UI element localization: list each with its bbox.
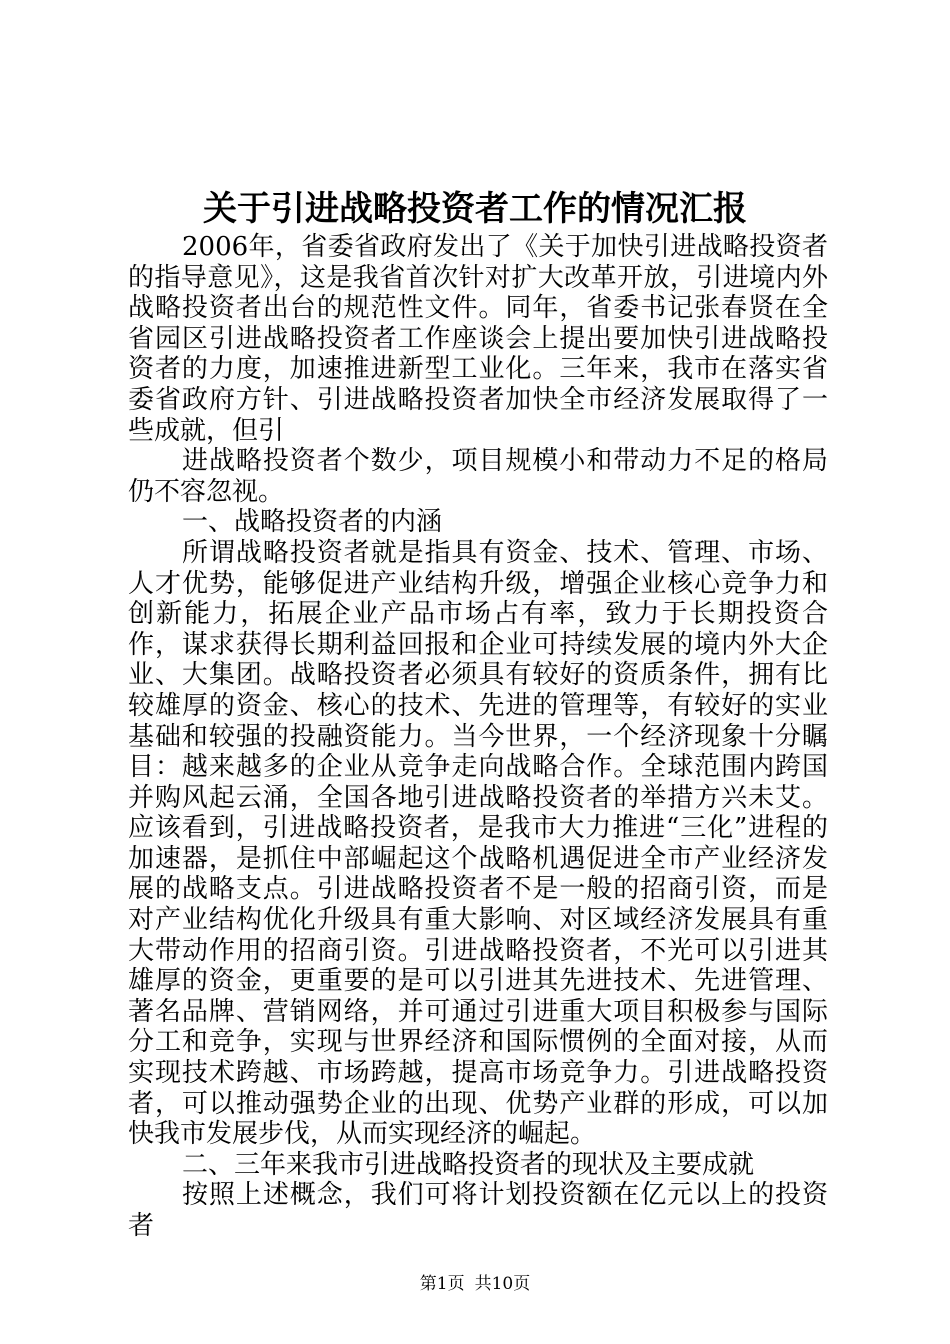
paragraph-definition: 所谓战略投资者就是指具有资金、技术、管理、市场、人才优势，能够促进产业结构升级，增强企业核心竞争力和创新能力，拓展企业产品市场占有率，致力于长期投资合作，谋求获得长期利益回报和企业可持续发展的境内外大企业、大集团。战略投资者必须具有较好的资质条件，拥有比较雄厚的资金、核心的技术、先进的管理等，有较好的实业基础和较强的投融资能力。当今世界，一个经济现象十分瞩目：越来越多的企业从竞争走向战略合作。全球范围内跨国并购风起云涌，全国各地引进战略投资者的举措方兴未艾。应该看到，引进战略投资者，是我市大力推进“三化”进程的加速器，是抓住中部崛起这个战略机遇促进全市产业经济发展的战略支点。引进战略投资者不是一般的招商引资，而是对产业结构优化升级具有重大影响、对区域经济发展具有重大带动作用的招商引资。引进战略投资者，不光可以引进其雄厚的资金，更重要的是可以引进其先进技术、先进管理、著名品牌、营销网络，并可通过引进重大项目积极参与国际分工和竞争，实现与世界经济和国际惯例的全面对接，从而实现技术跨越、市场跨越，提高市场竞争力。引进战略投资者，可以推动强势企业的出现、优势产业群的形成，可以加快我市发展步伐，从而实现经济的崛起。 bbox=[128, 537, 828, 1150]
section-heading-1: 一、战略投资者的内涵 bbox=[182, 507, 443, 538]
page-footer bbox=[0, 1273, 950, 1295]
page-number: 第1页 bbox=[419, 1274, 465, 1294]
paragraph-intro: 2006年，省委省政府发出了《关于加快引进战略投资者的指导意见》，这是我省首次针对扩大改革开放，引进境内外战略投资者出台的规范性文件。同年，省委书记张春贤在全省园区引进战略投资者工作座谈会上提出要加快引进战略投资者的力度，加速推进新型工业化。三年来，我市在落实省委省政府方针、引进战略投资者加快全市经济发展取得了一些成就，但引 bbox=[128, 232, 828, 446]
document-title: 关于引进战略投资者工作的情况汇报 bbox=[203, 189, 747, 229]
document-body bbox=[128, 232, 828, 1242]
section-heading-2: 二、三年来我市引进战略投资者的现状及主要成就 bbox=[182, 1149, 755, 1180]
page-total: 共10页 bbox=[474, 1274, 531, 1294]
paragraph-status: 按照上述概念，我们可将计划投资额在亿元以上的投资者 bbox=[128, 1180, 828, 1241]
paragraph-continuation: 进战略投资者个数少，项目规模小和带动力不足的格局仍不容忽视。 bbox=[128, 446, 828, 507]
